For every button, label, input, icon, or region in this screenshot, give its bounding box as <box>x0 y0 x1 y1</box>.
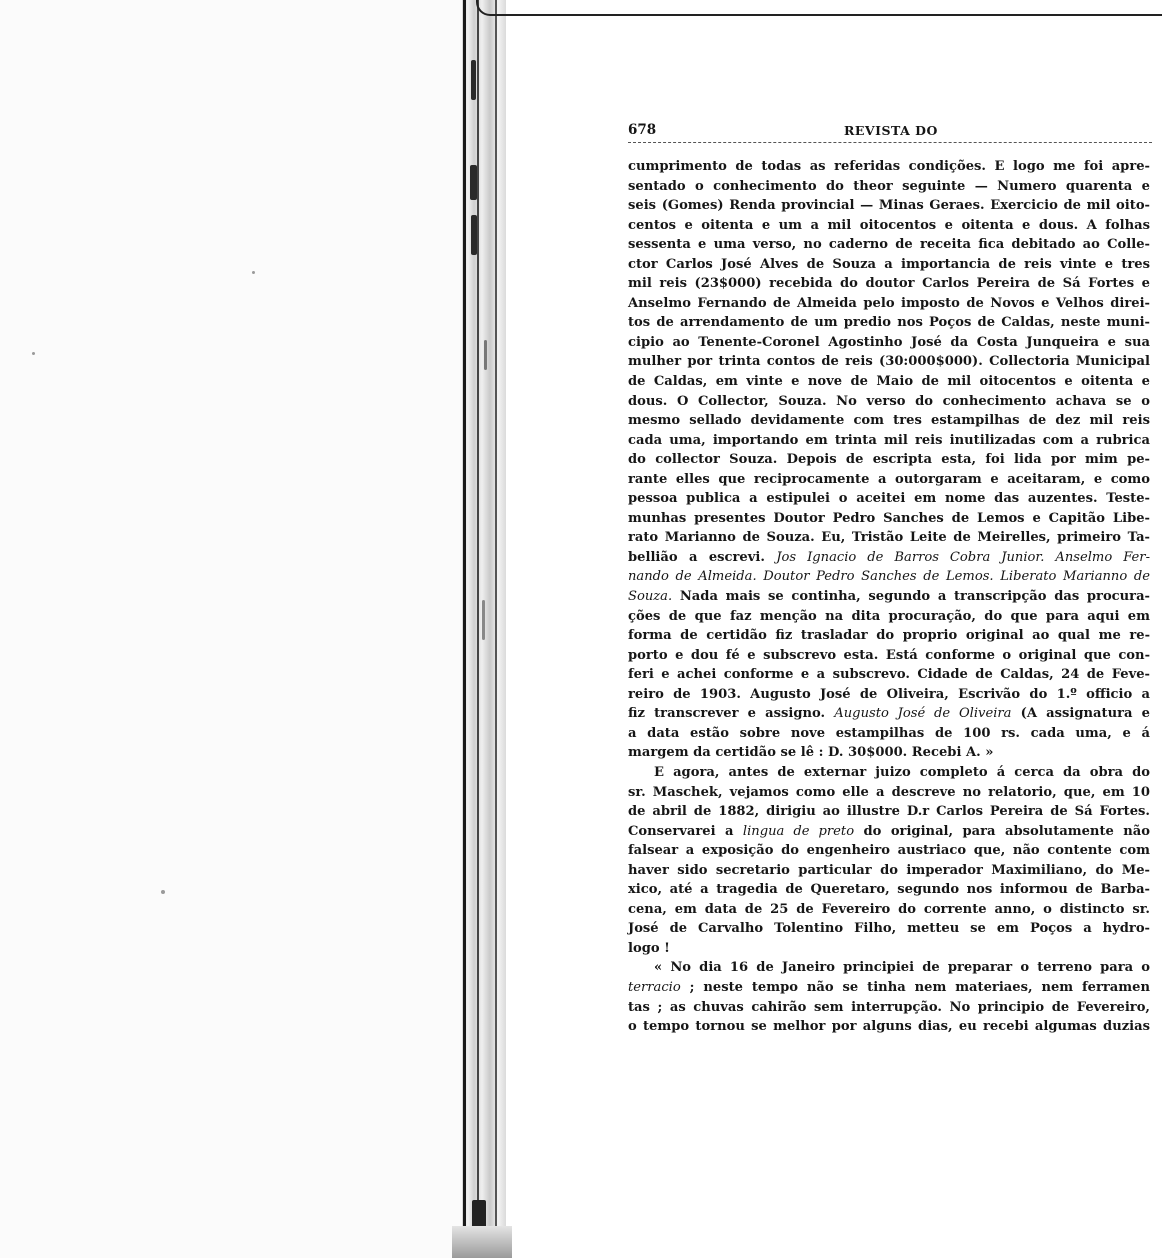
text-segment: seis (Gomes) Renda provincial — Minas Geraes. Exercicio de mil oito- <box>628 198 1150 214</box>
text-line <box>628 587 1150 607</box>
text-line <box>628 704 1150 724</box>
text-segment: « No dia 16 de Janeiro principiei de preparar o terreno para o <box>654 960 1150 976</box>
binding-edge-line <box>477 0 479 1258</box>
text-segment: rato Marianno de Souza. Eu, Tristão Leite de Meirelles, primeiro Ta- <box>628 530 1150 546</box>
text-line <box>628 489 1150 509</box>
text-segment: porto e dou fé e subscrevo esta. Está conforme o original que con- <box>628 647 1150 663</box>
text-segment: sessenta e uma verso, no caderno de receita fica debitado ao Colle- <box>628 237 1150 253</box>
book-binding <box>462 0 506 1258</box>
binding-mark <box>471 60 476 100</box>
text-segment: feri e achei conforme e a subscrevo. Cidade de Caldas, 24 de Feve- <box>628 667 1150 683</box>
text-line <box>628 978 1150 998</box>
paper-speck <box>32 352 35 355</box>
text-segment: (A assignatura e <box>1011 706 1150 722</box>
binding-mark <box>482 600 485 640</box>
text-segment: do collector Souza. Depois de escripta esta, foi lida por mim pe- <box>628 452 1150 468</box>
text-segment: tas ; as chuvas cahirão sem interrupção. No principio de Fevereiro, <box>628 999 1150 1015</box>
text-segment: pessoa publica a estipulei o aceitei em nome das auzentes. Teste- <box>628 491 1150 507</box>
text-segment: tos de arrendamento de um predio nos Poços de Caldas, neste muni- <box>628 315 1150 331</box>
text-segment: reiro de 1903. Augusto José de Oliveira, Escrivão do 1.º officio a <box>628 686 1150 702</box>
text-line <box>628 333 1150 353</box>
text-line <box>628 861 1150 881</box>
text-line <box>628 646 1150 666</box>
text-segment: falsear a exposição do engenheiro austriaco que, não contente com <box>628 843 1150 859</box>
text-line <box>628 1017 1150 1037</box>
page-number: 678 <box>628 122 657 138</box>
text-line <box>628 509 1150 529</box>
paper-speck <box>161 890 165 894</box>
text-line <box>628 196 1150 216</box>
text-line <box>628 470 1150 490</box>
text-line <box>628 919 1150 939</box>
text-segment: mulher por trinta contos de reis (30:000$000). Collectoria Municipal <box>628 354 1150 370</box>
text-line <box>628 880 1150 900</box>
text-segment: o tempo tornou se melhor por alguns dias, eu recebi algumas duzias <box>628 1019 1150 1035</box>
text-segment: cipio ao Tenente-Coronel Agostinho José da Costa Junqueira e sua <box>628 334 1150 350</box>
text-line <box>628 626 1150 646</box>
text-segment: de Caldas, em vinte e nove de Maio de mil oitocentos e oitenta e <box>628 374 1150 390</box>
text-segment: fiz transcrever e assigno. <box>628 706 835 722</box>
text-line <box>628 235 1150 255</box>
text-line <box>628 841 1150 861</box>
text-segment: dous. O Collector, Souza. No verso do conhecimento achava se o <box>628 393 1150 409</box>
text-line <box>628 392 1150 412</box>
text-line <box>628 822 1150 842</box>
text-line <box>628 607 1150 627</box>
text-segment: haver sido secretario particular do imperador Maximiliano, do Me- <box>628 862 1150 878</box>
text-line <box>628 157 1150 177</box>
top-border-ornament <box>476 0 1162 16</box>
text-line <box>628 411 1150 431</box>
text-segment: sr. Maschek, vejamos como elle a descreve no relatorio, que, em 10 <box>628 784 1150 800</box>
text-line <box>628 939 1150 959</box>
text-segment: ; neste tempo não se tinha nem materiaes, nem ferramen <box>680 979 1150 995</box>
text-segment: munhas presentes Doutor Pedro Sanches de Lemos e Capitão Libe- <box>628 510 1150 526</box>
italic-text-segment: Augusto José de Oliveira <box>834 706 1012 722</box>
text-segment: E agora, antes de externar juizo completo á cerca da obra do <box>654 764 1150 780</box>
text-line <box>628 372 1150 392</box>
italic-text-segment: lingua de preto <box>742 823 855 839</box>
text-segment: cumprimento de todas as referidas condições. E logo me foi apre- <box>628 159 1150 174</box>
text-segment: Anselmo Fernando de Almeida pelo imposto de Novos e Velhos direi- <box>628 295 1150 311</box>
binding-mark <box>484 340 487 370</box>
text-line <box>628 313 1150 333</box>
text-segment: de abril de 1882, dirigiu ao illustre D.r Carlos Pereira de Sá Fortes. <box>628 804 1150 820</box>
italic-text-segment: Jos Ignacio de Barros Cobra Junior. Anselmo Fer- <box>776 549 1150 565</box>
text-segment: xico, até a tragedia de Queretaro, segundo nos informou de Barba- <box>628 882 1150 898</box>
text-line <box>628 255 1150 275</box>
running-head: REVISTA DO <box>844 123 938 138</box>
text-line <box>628 352 1150 372</box>
text-line <box>628 665 1150 685</box>
text-segment: Conservarei a <box>628 823 743 839</box>
text-line <box>628 685 1150 705</box>
text-segment: mil reis (23$000) recebida do doutor Carlos Pereira de Sá Fortes e <box>628 276 1150 292</box>
left-blank-page <box>0 0 462 1258</box>
italic-text-segment: terracio <box>628 979 681 995</box>
text-line <box>628 958 1150 978</box>
paper-speck <box>252 271 255 274</box>
text-line <box>628 431 1150 451</box>
text-line <box>628 528 1150 548</box>
text-line <box>628 450 1150 470</box>
text-line <box>628 216 1150 236</box>
binding-shadow <box>452 1226 512 1258</box>
text-line <box>628 274 1150 294</box>
text-segment: sentado o conhecimento do theor seguinte — Numero quarenta e <box>628 178 1150 194</box>
text-segment: ctor Carlos José Alves de Souza a importancia de reis vinte e tres <box>628 256 1150 272</box>
text-segment: bellião a escrevi. <box>628 549 777 565</box>
text-segment: forma de certidão fiz trasladar do proprio original ao qual me re- <box>628 628 1150 644</box>
text-line <box>628 998 1150 1018</box>
text-segment: centos e oitenta e um a mil oitocentos e oitenta e dous. A folhas <box>628 217 1150 233</box>
text-segment: mesmo sellado devidamente com tres estampilhas de dez mil reis <box>628 413 1150 429</box>
text-line <box>628 763 1150 783</box>
text-line <box>628 548 1150 568</box>
binding-mark <box>470 165 477 200</box>
printed-page <box>628 118 1150 1037</box>
text-line <box>628 802 1150 822</box>
text-segment: logo ! <box>628 940 670 956</box>
italic-text-segment: Souza. <box>628 589 673 605</box>
text-segment: cena, em data de 25 de Fevereiro do corrente anno, o distincto sr. <box>628 901 1150 917</box>
page-header <box>628 118 1150 138</box>
text-segment: José de Carvalho Tolentino Filho, metteu se em Poços a hydro- <box>628 921 1150 937</box>
binding-edge-line <box>495 0 497 1258</box>
text-line <box>628 567 1150 587</box>
text-line <box>628 294 1150 314</box>
text-segment: rante elles que reciprocamente a outorgaram e aceitaram, e como <box>628 471 1150 487</box>
body-text <box>628 157 1150 1037</box>
italic-text-segment: nando de Almeida. Doutor Pedro Sanches de Lemos. Liberato Marianno de <box>628 569 1150 585</box>
text-line <box>628 177 1150 197</box>
text-segment: ções de que faz menção na dita procuração, do que para aqui em <box>628 608 1150 624</box>
text-segment: cada uma, importando em trinta mil reis inutilizadas com a rubrica <box>628 432 1150 448</box>
text-segment: Nada mais se continha, segundo a transcripção das procura- <box>672 589 1150 605</box>
binding-mark <box>471 215 477 255</box>
text-line <box>628 724 1150 744</box>
text-segment: do original, para absolutamente não <box>854 823 1150 839</box>
text-line <box>628 783 1150 803</box>
text-line <box>628 900 1150 920</box>
text-line <box>628 743 1150 763</box>
text-segment: a data estão sobre nove estampilhas de 100 rs. cada uma, e á <box>628 725 1150 741</box>
text-segment: margem da certidão se lê : D. 30$000. Recebi A. » <box>628 745 994 761</box>
header-rule <box>628 142 1152 143</box>
binding-edge-line <box>463 0 466 1258</box>
